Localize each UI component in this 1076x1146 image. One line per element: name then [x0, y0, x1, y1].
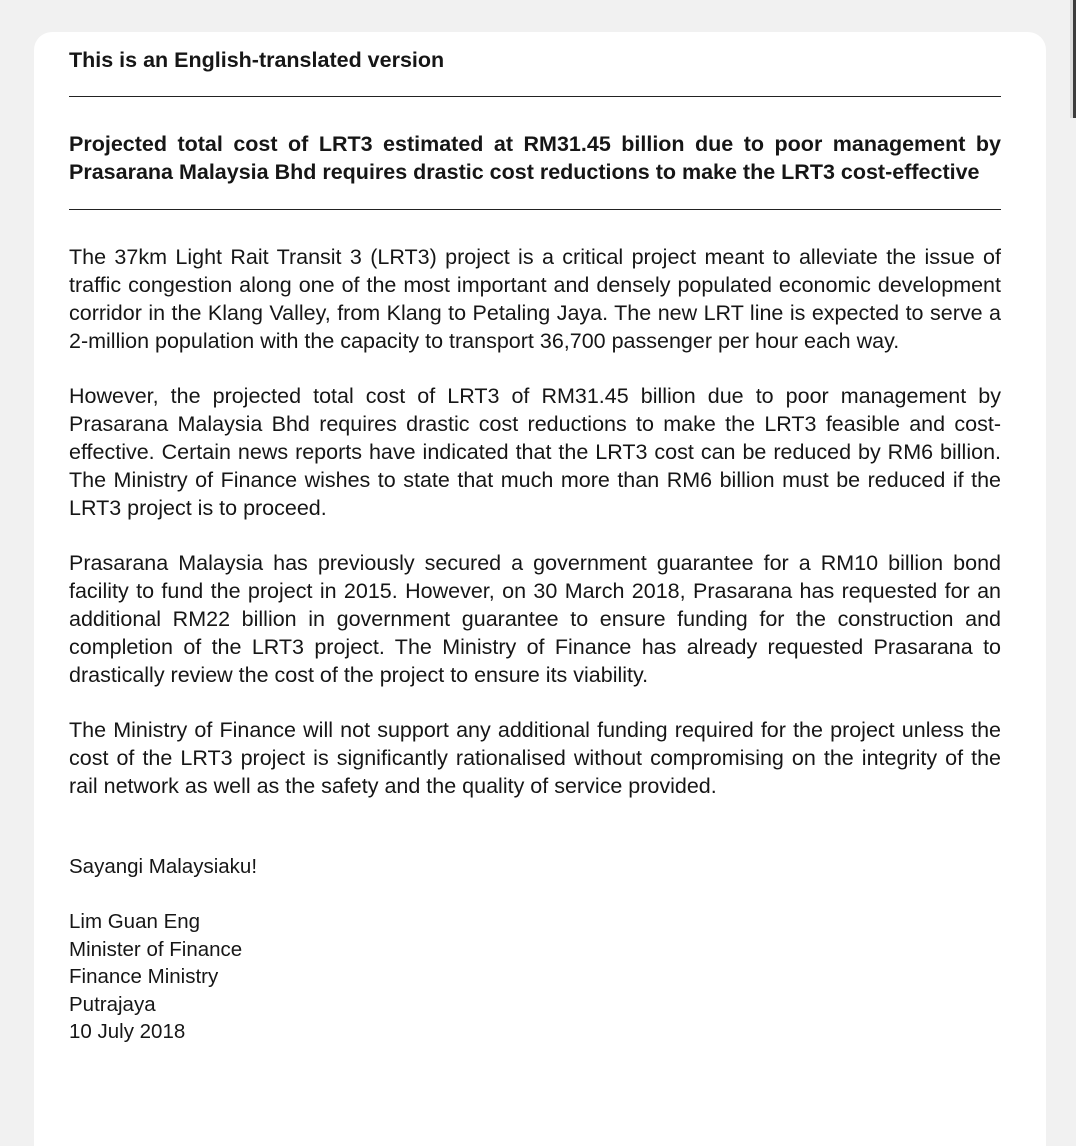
document-content: [69, 46, 1001, 1046]
signature-block: [69, 908, 1001, 1046]
divider-top: [69, 96, 1001, 97]
signatory-ministry: Finance Ministry: [69, 965, 219, 988]
headline: Projected total cost of LRT3 estimated at RM31.45 billion due to poor management by Prasarana Malaysia Bhd requires drastic cost reductions to make the LRT3 cost-effective: [69, 132, 1001, 184]
closing-slogan: Sayangi Malaysiaku!: [69, 855, 258, 878]
document-card: [34, 32, 1046, 1146]
scrollbar[interactable]: [1070, 0, 1076, 118]
paragraph-cost-reduction: However, the projected total cost of LRT3 of RM31.45 billion due to poor management by Prasarana Malaysia Bhd requires drastic cost reductions to make the LRT3 feasible and cost-effective. Certain news reports have indicated that the LRT3 cost can be reduced by RM6 billion. The Ministry of Finance wishes to state that much more than RM6 billion must be reduced if the LRT3 project is to proceed.: [69, 384, 1001, 520]
paragraph-funding-position: The Ministry of Finance will not support any additional funding required for the project unless the cost of the LRT3 project is significantly rationalised without compromising on the integrity of the rail network as well as the safety and the quality of service provided.: [69, 718, 1001, 798]
signatory-location: Putrajaya: [69, 992, 156, 1016]
document-date: 10 July 2018: [69, 1020, 186, 1043]
paragraph-project-overview: The 37km Light Rait Transit 3 (LRT3) project is a critical project meant to alleviate the issue of traffic congestion along one of the most important and densely populated economic development corridor in the Klang Valley, from Klang to Petaling Jaya. The new LRT line is expected to serve a 2-million population with the capacity to transport 36,700 passenger per hour each way.: [69, 245, 1001, 353]
divider-bottom: [69, 209, 1001, 210]
signatory-name: Lim Guan Eng: [69, 910, 201, 933]
translation-note: This is an English-translated version: [69, 48, 445, 72]
paragraph-guarantee: Prasarana Malaysia has previously secured a government guarantee for a RM10 billion bond facility to fund the project in 2015. However, on 30 March 2018, Prasarana has requested for an additional RM22 billion in government guarantee to ensure funding for the construction and completion of the LRT3 project. The Ministry of Finance has already requested Prasarana to drastically review the cost of the project to ensure its viability.: [69, 551, 1001, 687]
signatory-title: Minister of Finance: [69, 937, 243, 961]
